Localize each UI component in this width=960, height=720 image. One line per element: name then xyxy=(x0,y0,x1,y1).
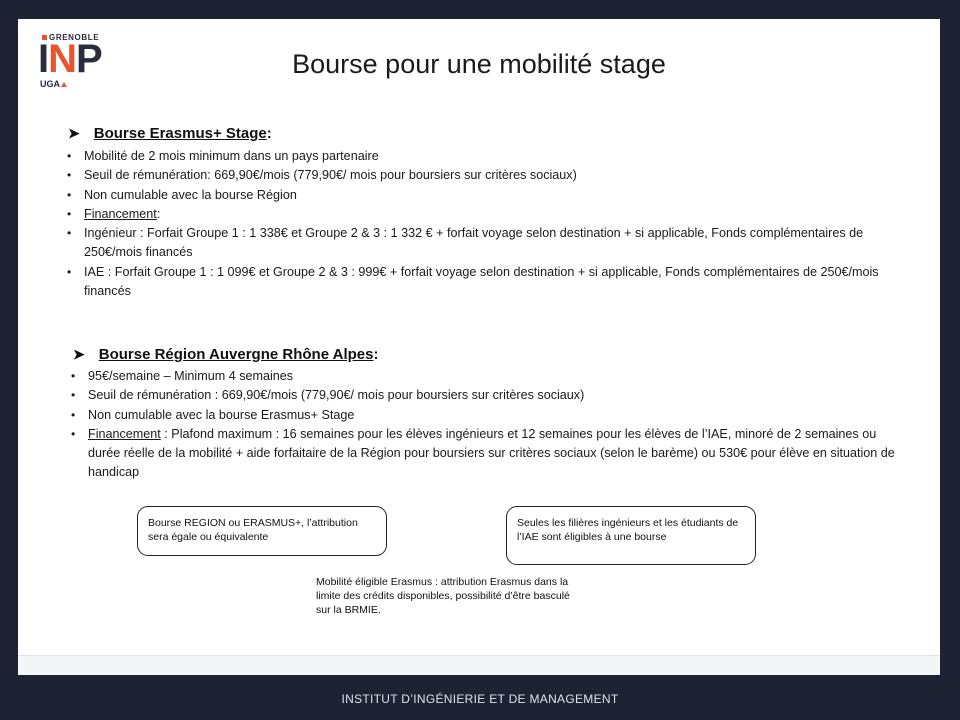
logo-uga-text: UGA xyxy=(40,79,67,89)
info-box-eligibility: Seules les filières ingénieurs et les étudiants de l’IAE sont éligibles à une bourse xyxy=(506,506,756,565)
list-item: • Non cumulable avec la bourse Erasmus+ Stage xyxy=(66,406,906,425)
list-item: • IAE : Forfait Groupe 1 : 1 099€ et Groupe 2 & 3 : 999€ + forfait voyage selon destination + si applicable, Fonds complémentaires de 250€/mois financés xyxy=(62,263,902,302)
list-item: • Seuil de rémunération: 669,90€/mois (779,90€/ mois pour boursiers sur critères sociaux) xyxy=(62,166,902,185)
list-item: • Mobilité de 2 mois minimum dans un pays partenaire xyxy=(62,147,902,166)
institute-footer-text: INSTITUT D’INGÉNIERIE ET DE MANAGEMENT xyxy=(341,692,619,706)
arrow-bullet-icon: ➤ xyxy=(73,346,85,362)
list-item: • Ingénieur : Forfait Groupe 1 : 1 338€ et Groupe 2 & 3 : 1 332 € + forfait voyage selon destination + si applicable, Fonds complémentaires de 250€/mois financés xyxy=(62,224,902,263)
info-box-region-erasmus: Bourse REGION ou ERASMUS+, l’attribution sera égale ou équivalente xyxy=(137,506,387,556)
erasmus-list xyxy=(62,147,902,301)
arrow-bullet-icon: ➤ xyxy=(68,125,80,141)
list-item: • Seuil de rémunération : 669,90€/mois (779,90€/ mois pour boursiers sur critères sociaux) xyxy=(66,386,906,405)
list-item: • 95€/semaine – Minimum 4 semaines xyxy=(66,367,906,386)
logo-inp-text: INP xyxy=(38,37,102,81)
erasmus-eligibility-note: Mobilité éligible Erasmus : attribution Erasmus dans la limite des crédits disponibles, possibilité d’être basculé sur la BRMIE. xyxy=(316,576,570,616)
slide xyxy=(18,19,940,675)
logo-grenoble-text: GRENOBLE xyxy=(42,33,99,42)
region-list xyxy=(66,367,906,483)
slide-footer-strip xyxy=(18,655,940,675)
list-item: • Non cumulable avec la bourse Région xyxy=(62,186,902,205)
list-item-financement: • Financement: xyxy=(62,205,902,224)
section-erasmus-heading: ➤ Bourse Erasmus+ Stage: xyxy=(68,125,272,142)
section-region-heading: ➤ Bourse Région Auvergne Rhône Alpes: xyxy=(73,346,379,363)
slide-title: Bourse pour une mobilité stage xyxy=(292,49,666,79)
list-item-financement: • Financement : Plafond maximum : 16 semaines pour les élèves ingénieurs et 12 semaines pour les élèves de l’IAE, minoré de 2 semaines ou durée réelle de la mobilité + aide forfaitaire de la Région pour boursiers sur critères sociaux (selon le barème) ou 530€ pour élève en situation de handicap xyxy=(66,425,906,483)
